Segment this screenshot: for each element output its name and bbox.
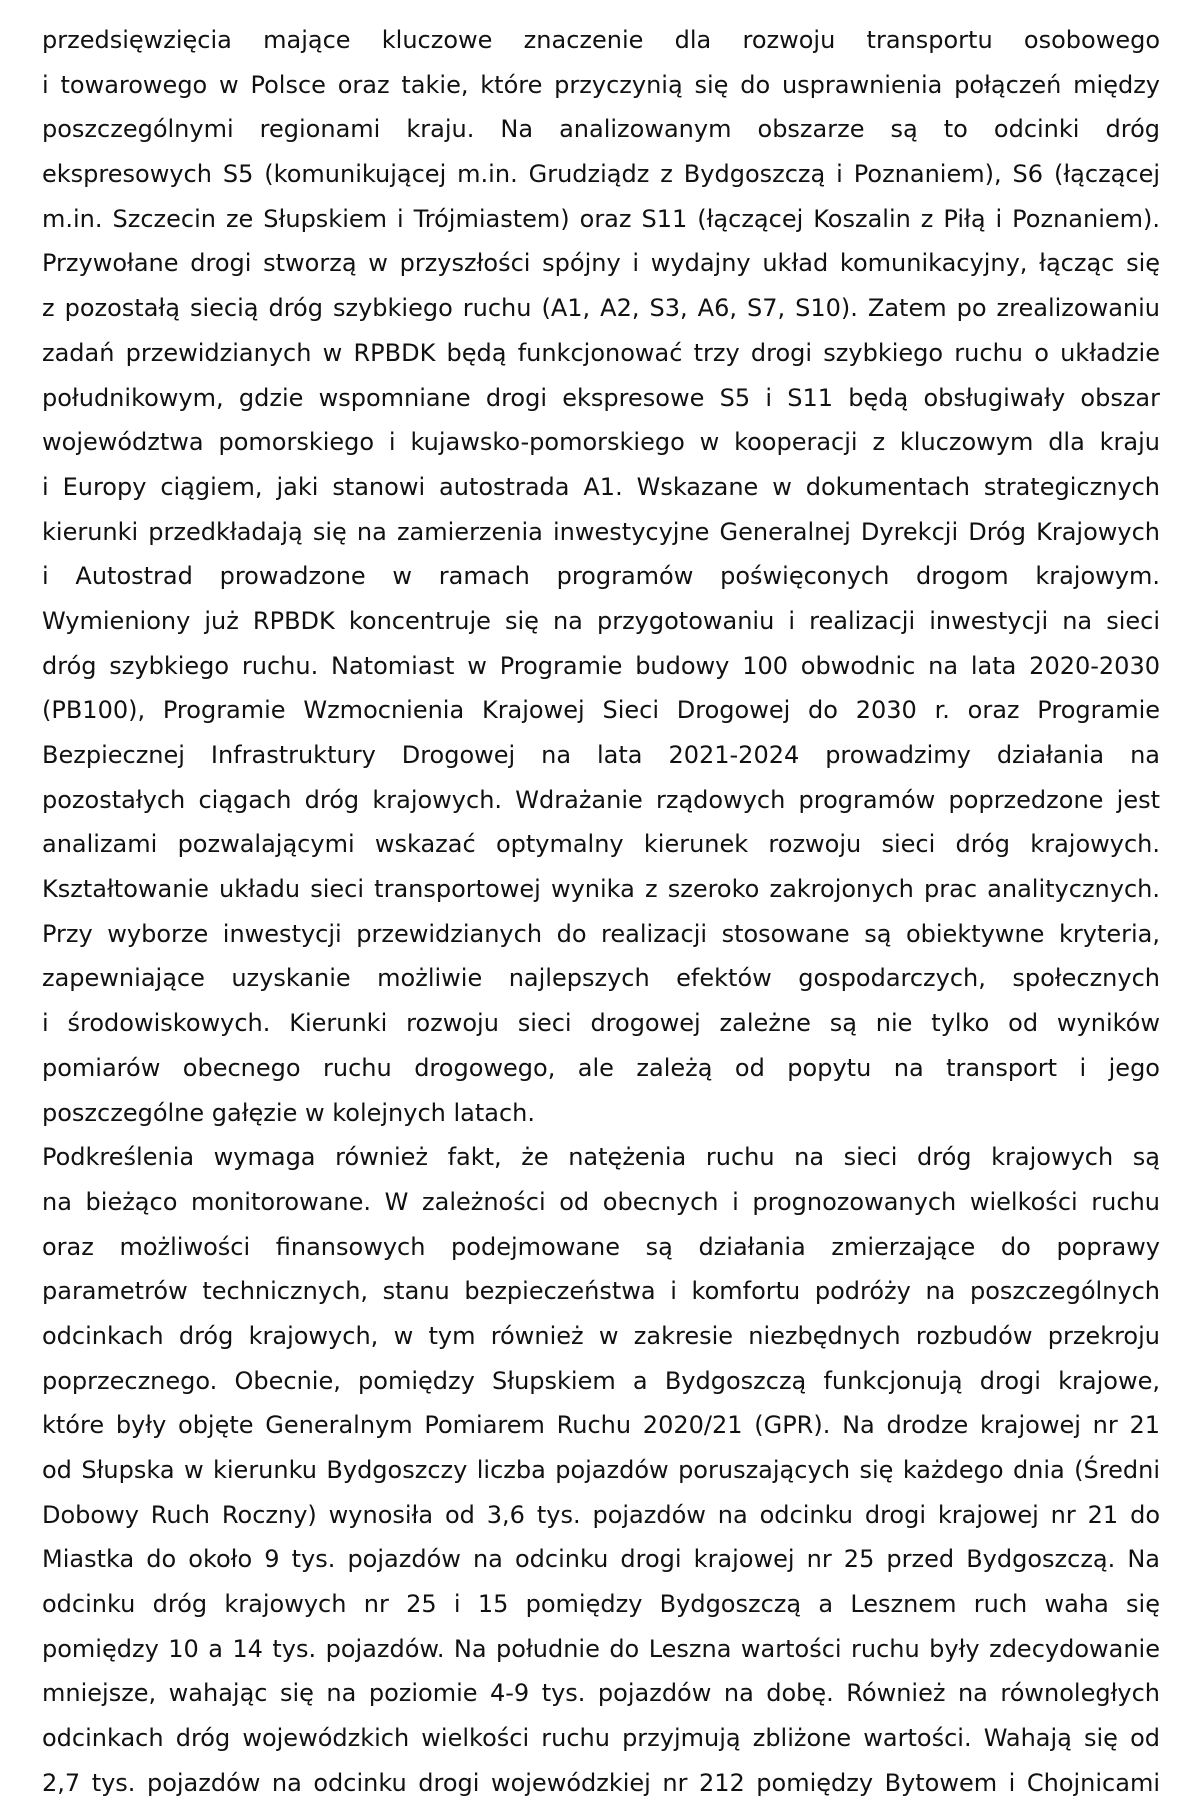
- text-line: i Autostrad prowadzone w ramach programów poświęconych drogom krajowym.: [42, 562, 1160, 591]
- text-line: Dobowy Ruch Roczny) wynosiła od 3,6 tys. pojazdów na odcinku drogi krajowej nr 21 do: [42, 1500, 1160, 1529]
- text-line: poprzecznego. Obecnie, pomiędzy Słupskiem a Bydgoszczą funkcjonują drogi krajowe,: [42, 1366, 1160, 1395]
- text-line: ekspresowych S5 (komunikującej m.in. Grudziądz z Bydgoszczą i Poznaniem), S6 (łączącej: [42, 160, 1160, 189]
- text-line: pomiędzy 10 a 14 tys. pojazdów. Na południe do Leszna wartości ruchu były zdecydowanie: [42, 1634, 1160, 1663]
- text-line: zadań przewidzianych w RPBDK będą funkcjonować trzy drogi szybkiego ruchu o układzie: [42, 338, 1160, 367]
- text-line: przedsięwzięcia mające kluczowe znaczenie dla rozwoju transportu osobowego: [42, 26, 1160, 54]
- text-line: od Słupska w kierunku Bydgoszczy liczba pojazdów poruszających się każdego dnia (Średni: [42, 1456, 1160, 1484]
- paragraph-transport-network: [42, 18, 1160, 1135]
- text-line: i Europy ciągiem, jaki stanowi autostrada A1. Wskazane w dokumentach strategicznych: [42, 472, 1160, 501]
- text-line: odcinkach dróg krajowych, w tym również w zakresie niezbędnych rozbudów przekroju: [42, 1321, 1160, 1350]
- text-line: odcinkach dróg wojewódzkich wielkości ruchu przyjmują zbliżone wartości. Wahają się od: [42, 1724, 1160, 1753]
- text-line: Kształtowanie układu sieci transportowej wynika z szeroko zakrojonych prac analitycznych.: [42, 875, 1160, 904]
- text-line: kierunki przedkładają się na zamierzenia inwestycyjne Generalnej Dyrekcji Dróg Krajowych: [42, 517, 1160, 546]
- text-line: (PB100), Programie Wzmocnienia Krajowej Sieci Drogowej do 2030 r. oraz Programie: [42, 696, 1160, 725]
- text-line: parametrów technicznych, stanu bezpieczeństwa i komfortu podróży na poszczególnych: [42, 1277, 1160, 1306]
- text-line: i towarowego w Polsce oraz takie, które przyczynią się do usprawnienia połączeń między: [42, 70, 1160, 99]
- document-page: [42, 18, 1160, 1806]
- text-line: 2,7 tys. pojazdów na odcinku drogi wojewódzkiej nr 212 pomiędzy Bytowem i Chojnicami: [42, 1768, 1160, 1797]
- text-line: zapewniające uzyskanie możliwie najlepszych efektów gospodarczych, społecznych: [42, 964, 1160, 993]
- text-line: z pozostałą siecią dróg szybkiego ruchu (A1, A2, S3, A6, S7, S10). Zatem po zrealizowaniu: [42, 294, 1160, 323]
- text-line: Przy wyborze inwestycji przewidzianych do realizacji stosowane są obiektywne kryteria,: [42, 919, 1160, 948]
- text-line: oraz możliwości finansowych podejmowane są działania zmierzające do poprawy: [42, 1232, 1160, 1261]
- text-line: Bezpiecznej Infrastruktury Drogowej na lata 2021-2024 prowadzimy działania na: [42, 741, 1160, 769]
- text-line: analizami pozwalającymi wskazać optymalny kierunek rozwoju sieci dróg krajowych.: [42, 830, 1160, 859]
- text-line: Miastka do około 9 tys. pojazdów na odcinku drogi krajowej nr 25 przed Bydgoszczą. Na: [42, 1545, 1160, 1574]
- text-line: które były objęte Generalnym Pomiarem Ruchu 2020/21 (GPR). Na drodze krajowej nr 21: [42, 1411, 1160, 1440]
- text-line: i środowiskowych. Kierunki rozwoju sieci drogowej zależne są nie tylko od wyników: [42, 1009, 1160, 1038]
- text-line: południkowym, gdzie wspomniane drogi ekspresowe S5 i S11 będą obsługiwały obszar: [42, 383, 1160, 412]
- text-line: Przywołane drogi stworzą w przyszłości spójny i wydajny układ komunikacyjny, łącząc się: [42, 249, 1160, 278]
- text-line: m.in. Szczecin ze Słupskiem i Trójmiastem) oraz S11 (łączącej Koszalin z Piłą i Poznaniem).: [42, 204, 1160, 233]
- text-line: poszczególne gałęzie w kolejnych latach.: [42, 1098, 536, 1127]
- text-line: województwa pomorskiego i kujawsko-pomorskiego w kooperacji z kluczowym dla kraju: [42, 428, 1160, 457]
- paragraph-traffic-monitoring: [42, 1135, 1160, 1805]
- text-line: pomiarów obecnego ruchu drogowego, ale zależą od popytu na transport i jego: [42, 1053, 1160, 1082]
- text-line: dróg szybkiego ruchu. Natomiast w Programie budowy 100 obwodnic na lata 2020-2030: [42, 651, 1160, 680]
- text-line: na bieżąco monitorowane. W zależności od obecnych i prognozowanych wielkości ruchu: [42, 1187, 1160, 1216]
- text-line: Podkreślenia wymaga również fakt, że natężenia ruchu na sieci dróg krajowych są: [42, 1143, 1160, 1172]
- text-line: mniejsze, wahając się na poziomie 4-9 tys. pojazdów na dobę. Również na równoległych: [42, 1679, 1160, 1708]
- text-line: pozostałych ciągach dróg krajowych. Wdrażanie rządowych programów poprzedzone jest: [42, 785, 1160, 814]
- text-line: odcinku dróg krajowych nr 25 i 15 pomiędzy Bydgoszczą a Lesznem ruch waha się: [42, 1590, 1160, 1619]
- text-line: poszczególnymi regionami kraju. Na analizowanym obszarze są to odcinki dróg: [42, 115, 1160, 144]
- text-line: Wymieniony już RPBDK koncentruje się na przygotowaniu i realizacji inwestycji na sieci: [42, 606, 1160, 635]
